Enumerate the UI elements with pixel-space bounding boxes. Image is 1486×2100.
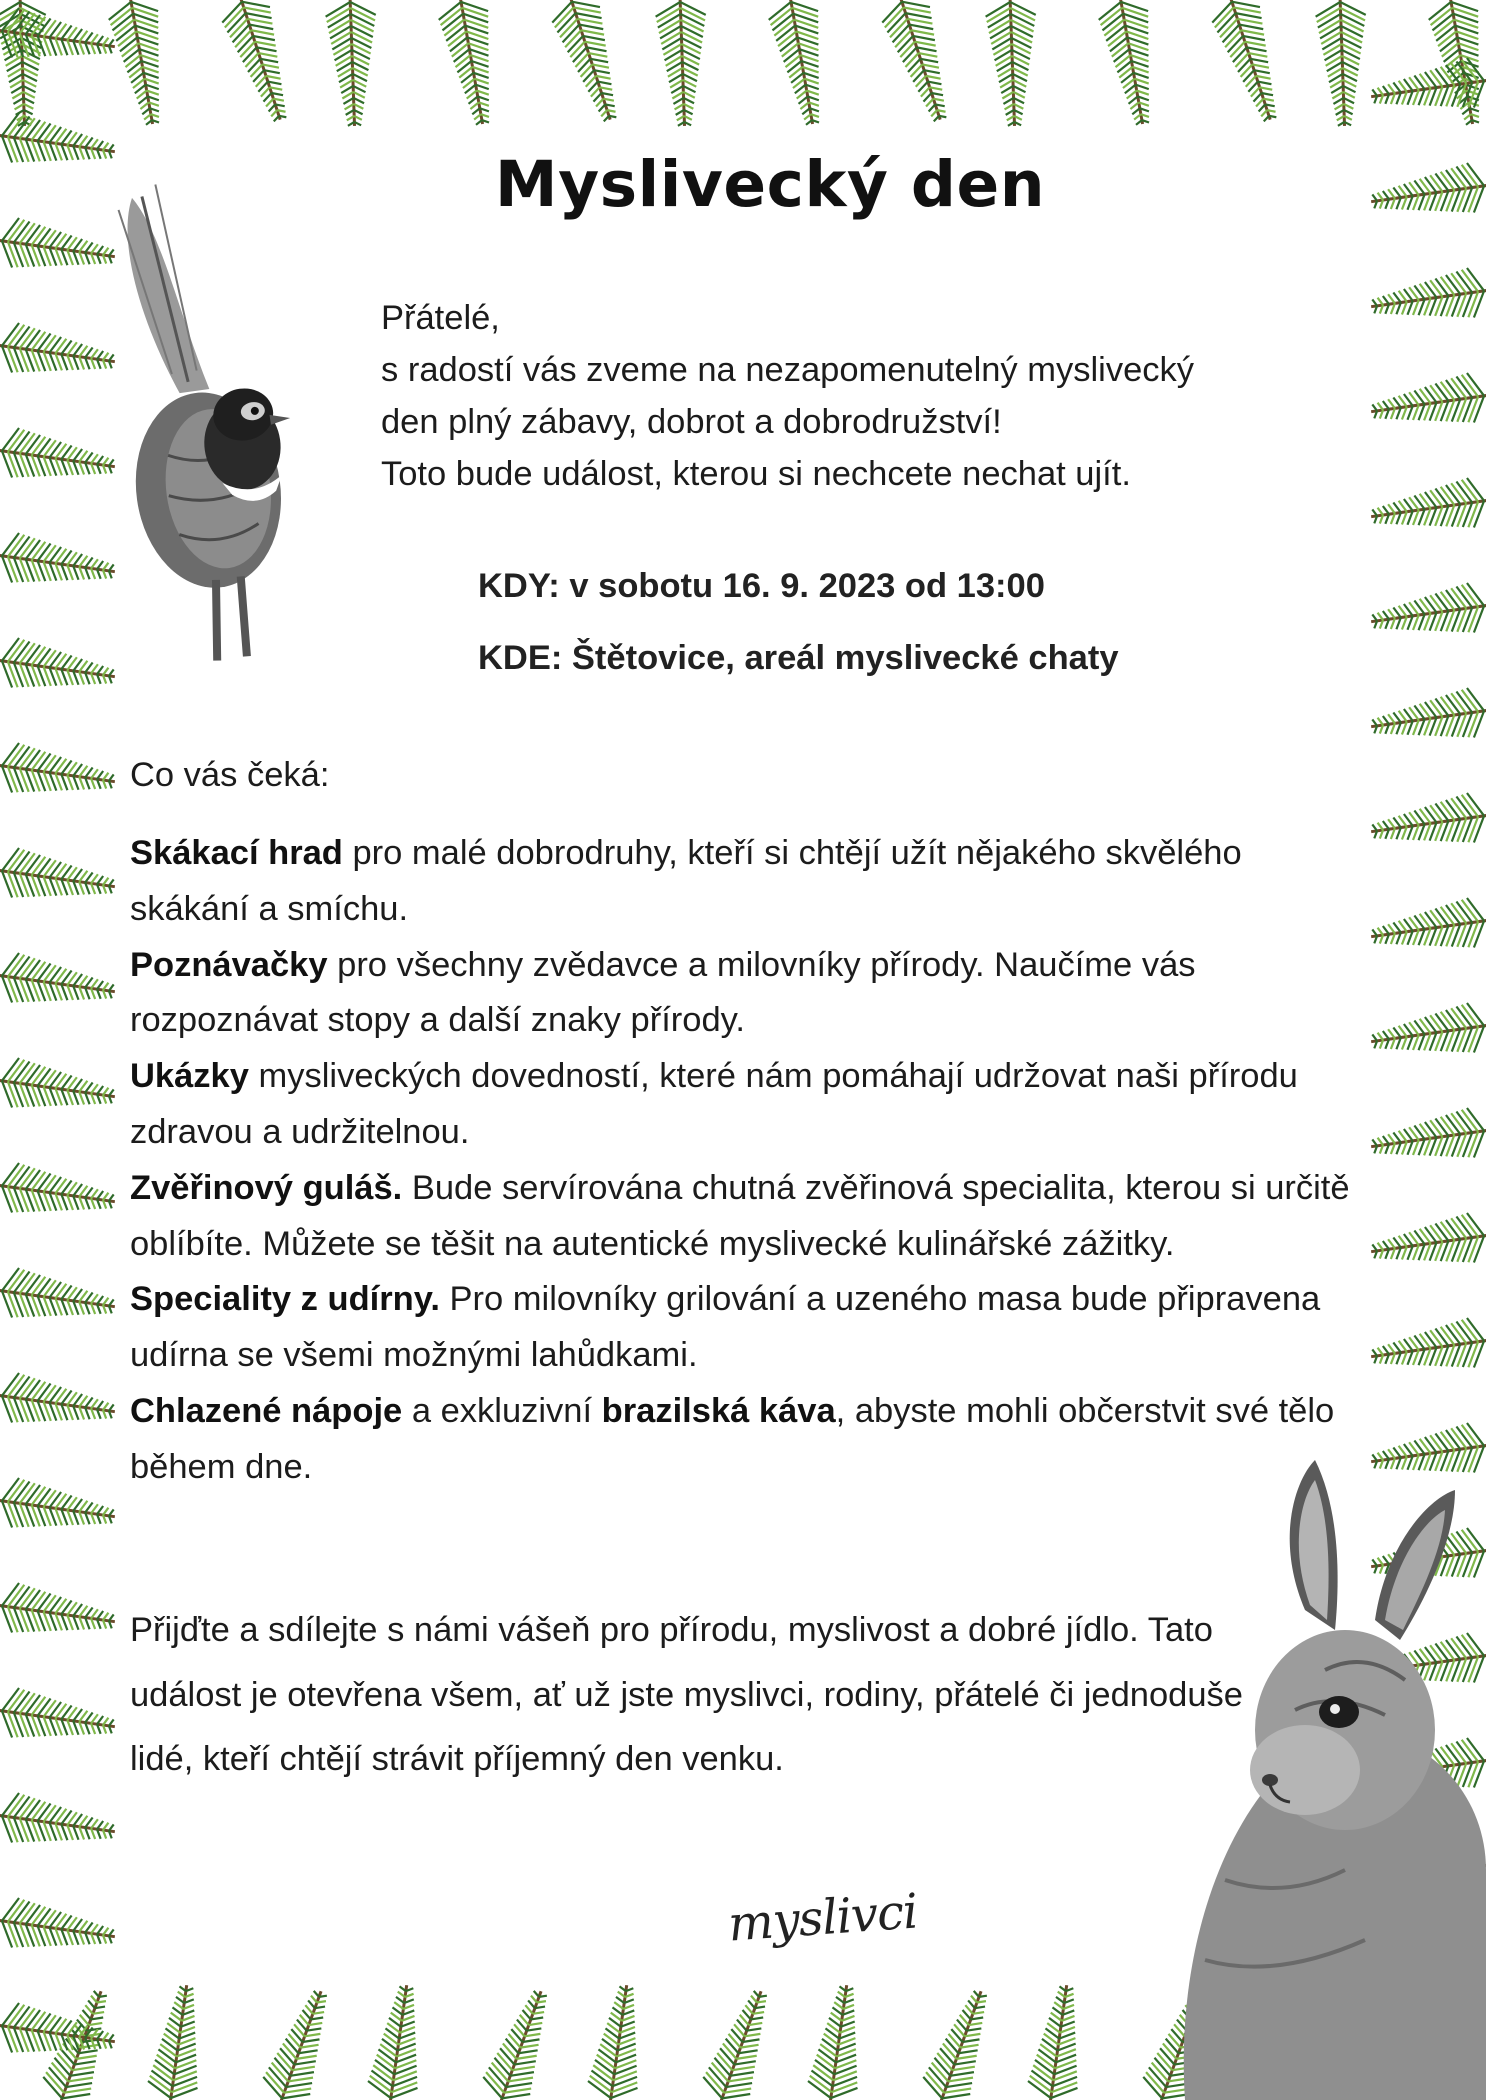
- program-item-text: Bude servírována chutná zvěřinová specialita, kterou si určitě oblíbíte. Můžete se těšit na autentické myslivecké kulinářské zážitky.: [130, 1168, 1350, 1263]
- spruce-branch: [1315, 0, 1370, 127]
- spruce-branch: [145, 1982, 211, 2100]
- program-heading: Co vás čeká:: [130, 756, 330, 794]
- spruce-branch: [1368, 580, 1486, 646]
- spruce-branch: [0, 845, 118, 911]
- drinks-text-end: , abyste mohli občerstvit své tělo během dne.: [130, 1391, 1335, 1486]
- program-item-title: Ukázky: [130, 1057, 249, 1096]
- spruce-branch: [0, 1790, 118, 1856]
- program-item: [130, 1049, 1370, 1161]
- spruce-branch: [0, 1580, 118, 1646]
- event-when: KDY: v sobotu 16. 9. 2023 od 13:00: [478, 567, 1045, 605]
- spruce-branch: [0, 1895, 118, 1961]
- spruce-branch: [477, 1983, 565, 2100]
- spruce-branch: [0, 1265, 118, 1331]
- drinks-title: Chlazené nápoje: [130, 1391, 403, 1430]
- spruce-branch: [765, 0, 837, 128]
- spruce-branch: [0, 425, 118, 491]
- spruce-branch: [1368, 1420, 1486, 1486]
- spruce-branch: [1095, 0, 1167, 128]
- spruce-branch: [0, 530, 118, 596]
- spruce-branch: [0, 1370, 118, 1436]
- spruce-branch: [697, 1983, 785, 2100]
- spruce-branch: [1368, 895, 1486, 961]
- spruce-branch: [1368, 1105, 1486, 1171]
- spruce-branch: [0, 215, 118, 281]
- spruce-branch: [1368, 1315, 1486, 1381]
- program-item-title: Speciality z udírny.: [130, 1280, 440, 1319]
- spruce-branch: [365, 1982, 431, 2100]
- spruce-branch: [105, 0, 177, 128]
- program-item-title: Skákací hrad: [130, 834, 343, 872]
- intro-line: Toto bude událost, kterou si nechcete nechat ujít.: [381, 455, 1131, 493]
- spruce-branch: [0, 320, 118, 386]
- spruce-branch: [216, 0, 304, 127]
- intro-line: den plný zábavy, dobrot a dobrodružství!: [381, 403, 1002, 441]
- closing-paragraph: Přijďte a sdílejte s námi vášeň pro přírodu, myslivost a dobré jídlo. Tato událost je otevřena všem, ať už jste myslivci, rodiny, přátelé či jednoduše lidé, kteří chtějí strávit příjemný den venku.: [130, 1611, 1243, 1778]
- spruce-branch: [655, 0, 710, 127]
- program-item-text: mysliveckých dovedností, které nám pomáhají udržovat naši přírodu zdravou a udržitelnou.: [130, 1057, 1298, 1151]
- spruce-branch: [325, 0, 380, 127]
- spruce-branch: [1368, 1210, 1486, 1276]
- program-list: [130, 826, 1370, 1496]
- program-item: [130, 1272, 1370, 1384]
- spruce-branch: [1368, 1000, 1486, 1066]
- spruce-branch: [1368, 790, 1486, 856]
- spruce-branch: [257, 1983, 345, 2100]
- spruce-branch: [0, 1475, 118, 1541]
- spruce-branch: [585, 1982, 651, 2100]
- spruce-branch: [1025, 1982, 1091, 2100]
- drinks-text: a exkluzivní: [402, 1391, 602, 1430]
- spruce-branch: [0, 740, 118, 806]
- spruce-branch: [1368, 55, 1486, 121]
- spruce-branch: [1425, 0, 1486, 128]
- pheasant-illustration: [94, 170, 322, 668]
- signature: myslivci: [726, 1883, 920, 1953]
- spruce-branch: [0, 635, 118, 701]
- invitation-intro: [381, 292, 1401, 500]
- program-item: [130, 1161, 1370, 1273]
- spruce-branch: [546, 0, 634, 127]
- event-details: [478, 560, 1119, 704]
- spruce-branch: [876, 0, 964, 127]
- spruce-branch: [1368, 685, 1486, 751]
- page-title: Myslivecký den: [494, 148, 1046, 221]
- spruce-branch: [917, 1983, 1005, 2100]
- coffee-title: brazilská káva: [601, 1391, 836, 1430]
- program-item: [130, 826, 1370, 938]
- spruce-branch: [0, 1160, 118, 1226]
- spruce-branch: [435, 0, 507, 128]
- program-item: [130, 938, 1370, 1050]
- program-item-text: Pro milovníky grilování a uzeného masa bude připravena udírna se všemi možnými lahůdkami.: [130, 1280, 1321, 1375]
- program-item-drinks: [130, 1384, 1370, 1496]
- intro-greeting: Přátelé,: [381, 299, 500, 337]
- program-item-title: Zvěřinový guláš.: [130, 1168, 403, 1207]
- spruce-branch: [0, 950, 118, 1016]
- spruce-branch: [0, 1055, 118, 1121]
- spruce-branch: [805, 1982, 871, 2100]
- program-item-text: pro všechny zvědavce a milovníky přírody. Naučíme vás rozpoznávat stopy a další znaky přírody.: [130, 945, 1196, 1040]
- spruce-branch: [985, 0, 1040, 127]
- program-item-text: pro malé dobrodruhy, kteří si chtějí užít nějakého skvělého skákání a smíchu.: [130, 834, 1242, 928]
- spruce-branch: [0, 1685, 118, 1751]
- spruce-branch: [1206, 0, 1294, 127]
- intro-line: s radostí vás zveme na nezapomenutelný myslivecký: [381, 351, 1195, 389]
- event-where: KDE: Štětovice, areál myslivecké chaty: [478, 639, 1119, 677]
- program-item-title: Poznávačky: [130, 945, 328, 984]
